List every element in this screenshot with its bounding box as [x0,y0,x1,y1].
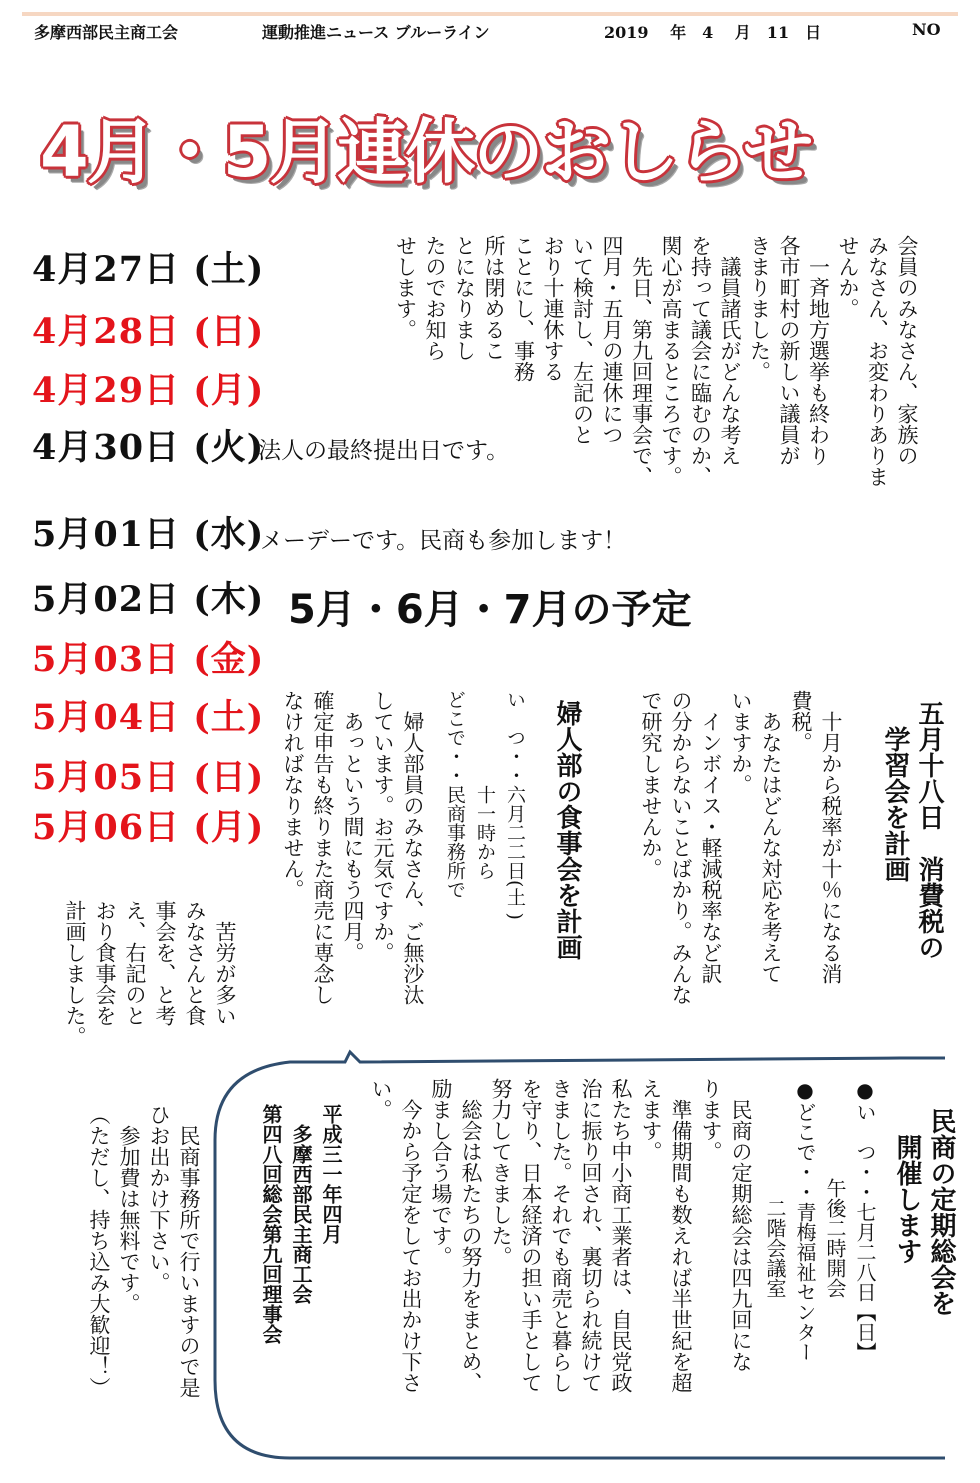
date-apr27: 4月27日 (土) [32,249,265,290]
intro-text: 会員のみなさん、家族の みなさん、お変わりありま せんか。 一斉地方選挙も終わり 各市町村の新しい議員が きまりました。 議員諸氏がどんな考え を持って議会に臨むのか、 関心が高まるところです。 先日、第九回理事会で、 四月・五月の連休につ いて検討し、左記のと おり十連休する ことにし、事務 所は閉めるこ とになりまし たのでお知ら せします。 [393,235,919,487]
note-may01: メーデーです。民商も参加します！ [260,528,627,554]
date-may02: 5月02日 (木) [32,579,265,620]
general-info: ●い つ・・七月二八日【日】 午後二時開会 ●どこで・・青梅福祉センター 二階会議室 [763,1078,877,1362]
issue-number: NO [912,20,941,39]
note-apr30: 法人の最終提出日です。 [258,438,510,464]
date-may01: 5月01日 (水) [32,514,265,555]
issue-date: 2019 年 4 月 11 日 [604,23,822,42]
schedule-title: 5月・6月・7月の予定 [288,587,692,633]
women-body: 婦人部員のみなさん、ご無沙汰 しています。お元気ですか。 あっという間にもう四月。 確定申告も終りまた商売に専念し なければなりません。 [281,690,425,1005]
signature: 平成三一年四月 多摩西部民主商工会 第四八回総会第九回理事会 [259,1104,343,1344]
date-apr30: 4月30日 (火) [32,427,265,468]
office-text: 民商事務所で行いますので是 ひお出かけ下さい。 参加費は無料です。 （ただし、持ち込み大歓迎！） [87,1104,201,1398]
date-may04: 5月04日 (土) [32,697,265,738]
women-when: い つ・・六月二二日(土 ) 十一時から どこで・・民商事務所で [444,690,526,920]
date-may05: 5月05日 (日) [32,757,265,798]
women-body2: 苦労が多い みなさんと食 事会を、と考 え、右記のと おり食事会を 計画しました。 [63,900,237,1047]
date-apr28: 4月28日 (日) [32,311,265,352]
date-may06: 5月06日 (月) [32,807,265,848]
newsletter-name: 運動推進ニュース ブルーライン [262,23,490,42]
page-title: 4月・5月連休のおしらせ [40,111,812,193]
date-apr29: 4月29日 (月) [32,370,265,411]
general-heading: 民商の定期総会を 開催します [892,1108,956,1316]
general-body: 民商の定期総会は四九回にな ります。 準備期間も数えれば半世紀を超 えます。 私たち中小商工業者は、自民党政 治に振り回され、裏切られ続けて きました。それでも商売と暮らし を守り、日本経済の担い手として 努力してきました。 総会は私たちの努力をまとめ、 励まし合う場です。 今から予定をしてお出かけ下さ い。 [369,1078,753,1393]
women-heading: 婦人部の食事会を計画 [552,700,582,960]
date-may03: 5月03日 (金) [32,639,265,680]
tax-body: 十月から税率が十％になる消 費税。 あなたはどんな対応を考えて いますか。 インボイス・軽減税率など訳 の分からないことばかり。みんな で研究しませんか。 [639,690,843,1005]
org-name: 多摩西部民主商工会 [34,23,179,42]
tax-heading: 五月十八日 消費税の 学習会を計画 [880,700,944,960]
